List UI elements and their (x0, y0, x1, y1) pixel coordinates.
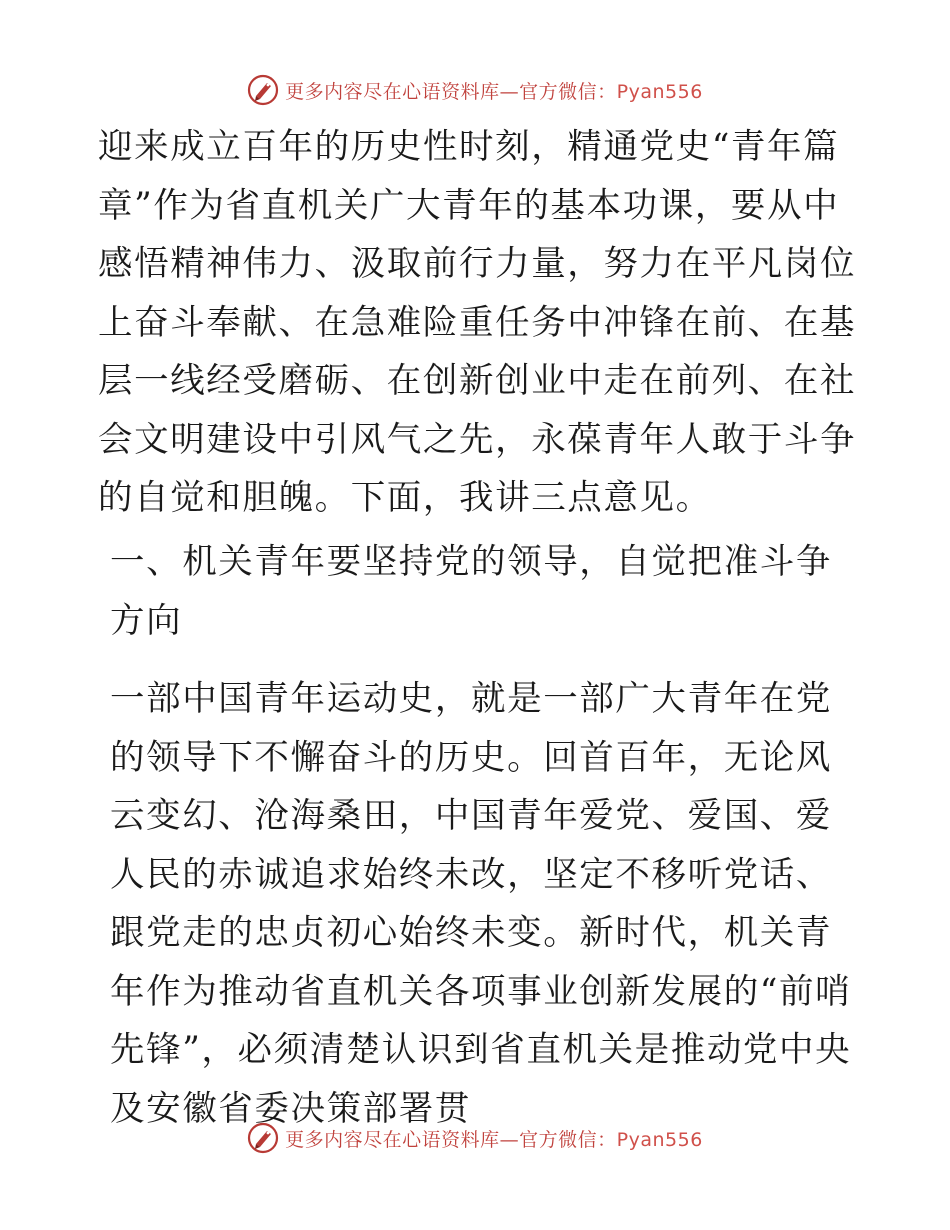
document-body (98, 118, 858, 1138)
watermark-handle: Pyan556 (616, 80, 703, 103)
section-heading-1: 一、机关青年要坚持党的领导，自觉把准斗争方向 (110, 542, 832, 641)
paragraph-intro: 迎来成立百年的历史性时刻，精通党史“青年篇章”作为省直机关广大青年的基本功课，要从中感悟精神伟力、汲取前行力量，努力在平凡岗位上奋斗奉献、在急难险重任务中冲锋在前、在基层一线经受磨砺、在创新创业中走在前列、在社会文明建设中引风气之先，永葆青年人敢于斗争的自觉和胆魄。下面，我讲三点意见。 (98, 127, 857, 518)
watermark-slogan: 更多内容尽在心语资料库—官方微信： (285, 1128, 617, 1151)
watermark-handle: Pyan556 (616, 1128, 703, 1151)
pen-logo-icon (247, 1122, 279, 1154)
paragraph-section-1: 一部中国青年运动史，就是一部广大青年在党的领导下不懈奋斗的历史。回首百年，无论风云变幻、沧海桑田，中国青年爱党、爱国、爱人民的赤诚追求始终未改，坚定不移听党话、跟党走的忠贞初心始终未变。新时代，机关青年作为推动省直机关各项事业创新发展的“前哨先锋”，必须清楚认识到省直机关是推动党中央及安徽省委决策部署贯 (110, 679, 852, 1129)
header-watermark (0, 70, 950, 110)
pen-logo-icon (247, 74, 279, 106)
watermark-text (285, 1125, 703, 1152)
footer-watermark (0, 1118, 950, 1158)
watermark-text (285, 77, 703, 104)
watermark-slogan: 更多内容尽在心语资料库—官方微信： (285, 80, 617, 103)
